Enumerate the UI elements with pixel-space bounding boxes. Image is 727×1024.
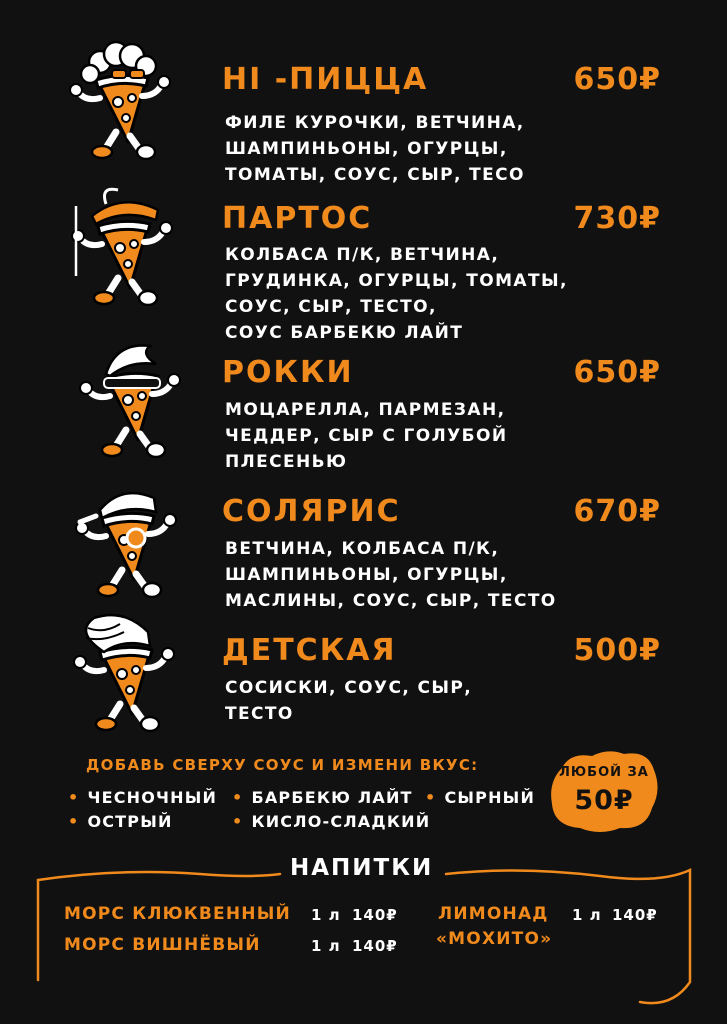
sauce-label: ОСТРЫЙ (87, 812, 173, 831)
sauce-label: ЧЕСНОЧНЫЙ (87, 788, 218, 807)
sauce-label: КИСЛО-СЛАДКИЙ (251, 812, 431, 831)
pizza-name: СОЛЯРИС (222, 494, 401, 529)
pizza-name: HI -ПИЦЦА (222, 62, 429, 97)
bullet-icon: • (232, 788, 244, 807)
pizza-description (225, 242, 568, 346)
description-line: ФИЛЕ КУРОЧКИ, ВЕТЧИНА, (225, 113, 525, 133)
description-line: ТЕСТО (225, 704, 294, 724)
drink-name: ЛИМОНАД (438, 904, 549, 924)
description-line: СОУС БАРБЕКЮ ЛАЙТ (225, 323, 464, 343)
pizza-mascot-rocker-icon (70, 338, 190, 458)
bullet-icon: • (425, 788, 437, 807)
pizza-mascot-musketeer-icon (62, 186, 182, 306)
sauce-item (232, 812, 430, 831)
description-line: ВЕТЧИНА, КОЛБАСА П/К, (225, 539, 500, 559)
pizza-name: РОККИ (222, 355, 354, 390)
bullet-icon: • (68, 788, 80, 807)
drink-price: 140₽ (352, 937, 398, 955)
sauce-label: БАРБЕКЮ ЛАЙТ (251, 788, 413, 807)
badge-price: 50₽ (574, 785, 634, 816)
description-line: СОСИСКИ, СОУС, СЫР, (225, 678, 473, 698)
pizza-price: 730₽ (573, 201, 661, 236)
sauce-item (68, 788, 217, 807)
badge-label: ЛЮБОЙ ЗА (559, 765, 649, 780)
drink-volume: 1 л (311, 906, 341, 924)
description-line: ТОМАТЫ, СОУС, СЫР, ТЕСО (225, 165, 525, 185)
description-line: ШАМПИНЬОНЫ, ОГУРЦЫ, (225, 565, 508, 585)
sauce-item (232, 788, 413, 807)
description-line: ШАМПИНЬОНЫ, ОГУРЦЫ, (225, 139, 508, 159)
sauce-item (68, 812, 173, 831)
pizza-price: 670₽ (573, 494, 661, 529)
sauce-item (425, 788, 535, 807)
description-line: МОЦАРЕЛЛА, ПАРМЕЗАН, (225, 400, 506, 420)
pizza-description (225, 675, 472, 727)
drink-name-line2: «МОХИТО» (436, 929, 553, 949)
bullet-icon: • (68, 812, 80, 831)
pizza-mascot-curly-hair-icon (60, 40, 180, 160)
description-line: КОЛБАСА П/К, ВЕТЧИНА, (225, 245, 500, 265)
pizza-price: 650₽ (573, 355, 661, 390)
sauce-label: СЫРНЫЙ (444, 788, 536, 807)
description-line: ЧЕДДЕР, СЫР С ГОЛУБОЙ (225, 426, 508, 446)
pizza-description (225, 536, 557, 614)
description-line: СОУС, СЫР, ТЕСТО, (225, 297, 437, 317)
pizza-name: ДЕТСКАЯ (222, 633, 397, 668)
pizza-price: 650₽ (573, 62, 661, 97)
pizza-description (225, 110, 525, 188)
drink-name: МОРС ВИШНЁВЫЙ (64, 935, 261, 955)
description-line: ПЛЕСЕНЬЮ (225, 452, 348, 472)
drink-price: 140₽ (352, 906, 398, 924)
drink-volume: 1 л (311, 937, 341, 955)
pizza-name: ПАРТОС (222, 201, 373, 236)
pizza-price: 500₽ (573, 633, 661, 668)
pizza-mascot-cap-icon (66, 478, 186, 598)
addons-title: ДОБАВЬ СВЕРХУ СОУС И ИЗМЕНИ ВКУС: (86, 756, 479, 774)
bullet-icon: • (232, 812, 244, 831)
description-line: ГРУДИНКА, ОГУРЦЫ, ТОМАТЫ, (225, 271, 568, 291)
pizza-mascot-knight-icon (64, 612, 184, 732)
pizza-description (225, 397, 508, 475)
drink-volume: 1 л (572, 906, 602, 924)
description-line: МАСЛИНЫ, СОУС, СЫР, ТЕСТО (225, 591, 557, 611)
drink-name: МОРС КЛЮКВЕННЫЙ (64, 904, 291, 924)
drinks-heading: НАПИТКИ (290, 855, 434, 881)
drink-price: 140₽ (612, 906, 658, 924)
